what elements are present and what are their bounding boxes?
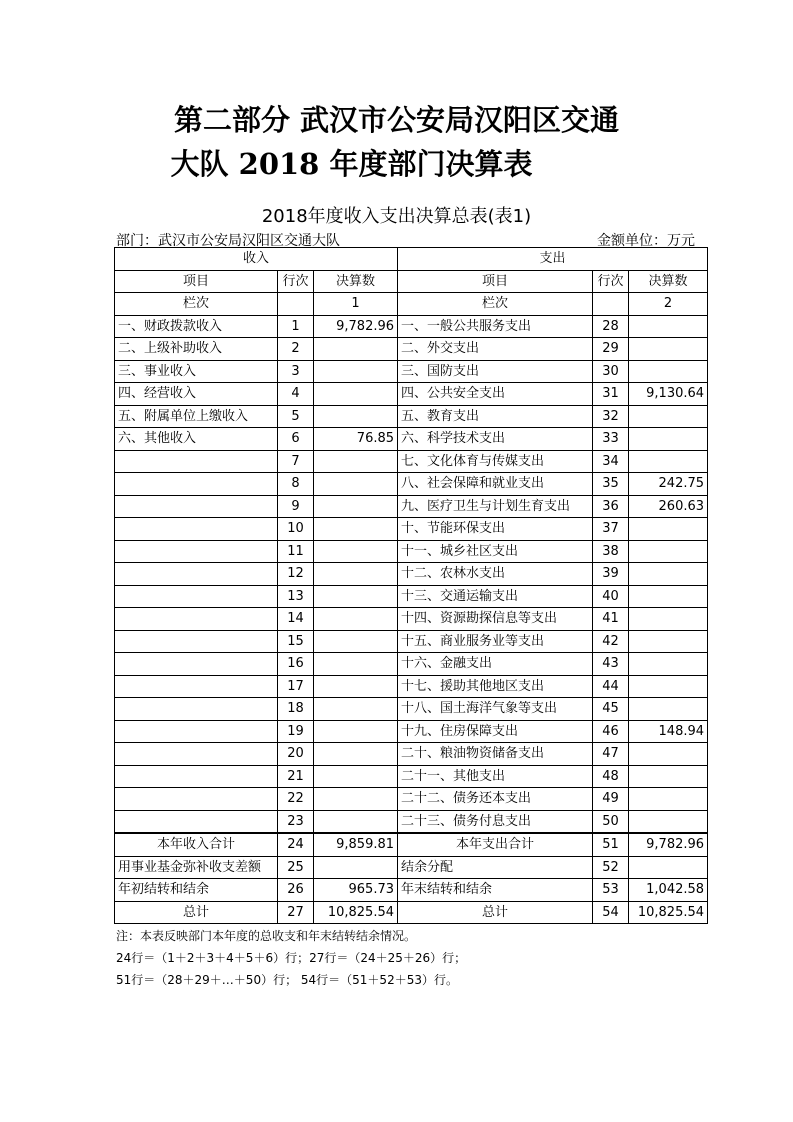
expense-amount-cell [629, 450, 708, 473]
table-row [115, 360, 708, 383]
note-line: 51行＝（28＋29＋…＋50）行； 54行＝（51＋52＋53）行。 [116, 973, 458, 987]
income-amount-cell [314, 810, 398, 833]
section-header-row [115, 248, 708, 271]
table-row [115, 810, 708, 833]
income-row-no-cell: 13 [278, 585, 314, 608]
income-amount-cell: 10,825.54 [314, 901, 398, 924]
expense-amount-cell [629, 675, 708, 698]
income-item-cell: 用事业基金弥补收支差额 [115, 856, 278, 879]
expense-amount-cell [629, 315, 708, 338]
expense-amount-cell [629, 788, 708, 811]
expense-row-no-header: 行次 [593, 270, 629, 293]
expense-amount-cell [629, 405, 708, 428]
expense-amount-cell [629, 540, 708, 563]
table-row [115, 675, 708, 698]
expense-row-no-cell: 38 [593, 540, 629, 563]
note-line: 注：本表反映部门本年度的总收支和年末结转结余情况。 [116, 929, 417, 943]
table-row [115, 495, 708, 518]
income-row-no-cell: 23 [278, 810, 314, 833]
income-row-no-cell: 20 [278, 743, 314, 766]
income-row-no-cell: 26 [278, 879, 314, 902]
unit-label: 金额单位：万元 [597, 233, 695, 249]
income-item-cell: 四、经营收入 [115, 383, 278, 406]
income-header: 收入 [115, 248, 398, 271]
expense-row-no-cell: 41 [593, 608, 629, 631]
expense-item-cell: 十二、农林水支出 [398, 563, 593, 586]
expense-row-no-cell: 49 [593, 788, 629, 811]
income-amount-cell: 9,782.96 [314, 315, 398, 338]
expense-row-no-cell: 40 [593, 585, 629, 608]
income-row-no-cell: 17 [278, 675, 314, 698]
expense-row-no-cell: 32 [593, 405, 629, 428]
expense-item-cell: 十一、城乡社区支出 [398, 540, 593, 563]
income-row-no-cell: 4 [278, 383, 314, 406]
expense-amount-cell: 148.94 [629, 720, 708, 743]
expense-item-cell: 十七、援助其他地区支出 [398, 675, 593, 698]
expense-amount-cell [629, 765, 708, 788]
expense-amount-cell: 242.75 [629, 473, 708, 496]
table-row [115, 653, 708, 676]
expense-row-no-cell: 47 [593, 743, 629, 766]
expense-row-no-cell: 53 [593, 879, 629, 902]
income-item-cell [115, 495, 278, 518]
income-amount-cell [314, 450, 398, 473]
table-row [115, 518, 708, 541]
income-amount-cell: 9,859.81 [314, 833, 398, 856]
table-row [115, 315, 708, 338]
income-row-no-cell: 10 [278, 518, 314, 541]
income-column-number: 1 [314, 293, 398, 316]
table-row [115, 338, 708, 361]
income-row-no-cell: 24 [278, 833, 314, 856]
expense-item-cell: 四、公共安全支出 [398, 383, 593, 406]
income-amount-cell [314, 608, 398, 631]
income-amount-cell [314, 675, 398, 698]
table-row [115, 473, 708, 496]
income-row-no-cell: 3 [278, 360, 314, 383]
income-item-cell: 三、事业收入 [115, 360, 278, 383]
expense-item-cell: 六、科学技术支出 [398, 428, 593, 451]
expense-item-cell: 总计 [398, 901, 593, 924]
expense-item-cell: 九、医疗卫生与计划生育支出 [398, 495, 593, 518]
income-item-cell [115, 765, 278, 788]
expense-item-cell: 五、教育支出 [398, 405, 593, 428]
income-item-cell [115, 608, 278, 631]
income-item-cell [115, 563, 278, 586]
income-amount-cell [314, 495, 398, 518]
expense-header: 支出 [398, 248, 708, 271]
income-amount-cell: 965.73 [314, 879, 398, 902]
income-row-no-cell: 15 [278, 630, 314, 653]
income-amount-cell [314, 383, 398, 406]
expense-amount-cell [629, 360, 708, 383]
table-row [115, 540, 708, 563]
table-row [115, 428, 708, 451]
expense-row-no-cell: 46 [593, 720, 629, 743]
table-row [115, 765, 708, 788]
expense-amount-cell: 9,130.64 [629, 383, 708, 406]
income-amount-cell [314, 338, 398, 361]
income-row-no-cell: 9 [278, 495, 314, 518]
income-row-no-cell: 16 [278, 653, 314, 676]
expense-amount-cell [629, 338, 708, 361]
income-item-cell [115, 720, 278, 743]
expense-row-no-cell: 29 [593, 338, 629, 361]
expense-item-cell: 八、社会保障和就业支出 [398, 473, 593, 496]
income-item-cell: 一、财政拨款收入 [115, 315, 278, 338]
income-amount-cell [314, 540, 398, 563]
income-amount-cell [314, 518, 398, 541]
income-amount-cell [314, 563, 398, 586]
income-amount-cell [314, 630, 398, 653]
income-item-cell [115, 810, 278, 833]
table-row [115, 698, 708, 721]
income-amount-cell [314, 698, 398, 721]
income-item-cell [115, 630, 278, 653]
table-row [115, 383, 708, 406]
income-item-header: 项目 [115, 270, 278, 293]
expense-amount-cell [629, 653, 708, 676]
income-item-cell [115, 675, 278, 698]
expense-row-no-cell: 39 [593, 563, 629, 586]
expense-row-no-cell: 30 [593, 360, 629, 383]
table-row [115, 879, 708, 902]
department-label: 部门：武汉市公安局汉阳区交通大队 [116, 233, 340, 249]
expense-row-no-cell: 36 [593, 495, 629, 518]
expense-row-no-cell: 28 [593, 315, 629, 338]
income-amount-cell [314, 653, 398, 676]
income-row-no-cell: 1 [278, 315, 314, 338]
expense-amount-cell [629, 743, 708, 766]
income-column-order: 栏次 [115, 293, 278, 316]
expense-column-order-no [593, 293, 629, 316]
expense-amount-cell [629, 608, 708, 631]
column-header-row [115, 270, 708, 293]
table-row [115, 608, 708, 631]
income-row-no-cell: 18 [278, 698, 314, 721]
expense-amount-cell [629, 428, 708, 451]
income-amount-cell [314, 360, 398, 383]
income-item-cell [115, 698, 278, 721]
expense-item-cell: 十八、国土海洋气象等支出 [398, 698, 593, 721]
expense-item-header: 项目 [398, 270, 593, 293]
expense-item-cell: 十五、商业服务业等支出 [398, 630, 593, 653]
expense-item-cell: 七、文化体育与传媒支出 [398, 450, 593, 473]
expense-amount-cell: 1,042.58 [629, 879, 708, 902]
income-item-cell: 年初结转和结余 [115, 879, 278, 902]
income-item-cell [115, 450, 278, 473]
notes [116, 925, 466, 991]
expense-row-no-cell: 45 [593, 698, 629, 721]
expense-column-number: 2 [629, 293, 708, 316]
expense-row-no-cell: 44 [593, 675, 629, 698]
table-row [115, 585, 708, 608]
income-row-no-cell: 11 [278, 540, 314, 563]
income-row-no-cell: 25 [278, 856, 314, 879]
income-amount-cell [314, 743, 398, 766]
expense-row-no-cell: 50 [593, 810, 629, 833]
expense-item-cell: 十九、住房保障支出 [398, 720, 593, 743]
expense-amount-cell [629, 698, 708, 721]
income-item-cell [115, 585, 278, 608]
expense-item-cell: 结余分配 [398, 856, 593, 879]
income-amount-cell [314, 856, 398, 879]
table-row [115, 450, 708, 473]
expense-item-cell: 年末结转和结余 [398, 879, 593, 902]
income-item-cell [115, 518, 278, 541]
page-title-line1: 第二部分 武汉市公安局汉阳区交通 [173, 103, 620, 137]
income-amount-cell: 76.85 [314, 428, 398, 451]
income-item-cell [115, 788, 278, 811]
income-amount-cell [314, 473, 398, 496]
budget-table [114, 247, 708, 924]
expense-amount-cell [629, 810, 708, 833]
expense-amount-cell: 260.63 [629, 495, 708, 518]
expense-item-cell: 二十一、其他支出 [398, 765, 593, 788]
expense-item-cell: 三、国防支出 [398, 360, 593, 383]
expense-item-cell: 二十二、债务还本支出 [398, 788, 593, 811]
income-row-no-cell: 8 [278, 473, 314, 496]
expense-item-cell: 二十三、债务付息支出 [398, 810, 593, 833]
income-row-no-header: 行次 [278, 270, 314, 293]
page-title-line2: 大队 2018 年度部门决算表 [170, 147, 533, 181]
income-row-no-cell: 2 [278, 338, 314, 361]
income-amount-cell [314, 765, 398, 788]
table-row [115, 901, 708, 924]
expense-amount-cell [629, 856, 708, 879]
expense-item-cell: 本年支出合计 [398, 833, 593, 856]
expense-amount-cell [629, 518, 708, 541]
income-amount-cell [314, 405, 398, 428]
expense-item-cell: 十四、资源勘探信息等支出 [398, 608, 593, 631]
expense-amount-cell: 9,782.96 [629, 833, 708, 856]
expense-row-no-cell: 42 [593, 630, 629, 653]
table-row [115, 630, 708, 653]
income-item-cell: 六、其他收入 [115, 428, 278, 451]
note-line: 24行＝（1＋2＋3＋4＋5＋6）行；27行＝（24＋25＋26）行； [116, 951, 467, 965]
income-row-no-cell: 22 [278, 788, 314, 811]
income-row-no-cell: 14 [278, 608, 314, 631]
expense-item-cell: 十、节能环保支出 [398, 518, 593, 541]
income-amount-cell [314, 585, 398, 608]
table-row [115, 833, 708, 856]
table-row [115, 856, 708, 879]
income-amount-header: 决算数 [314, 270, 398, 293]
expense-row-no-cell: 33 [593, 428, 629, 451]
income-row-no-cell: 5 [278, 405, 314, 428]
income-column-order-no [278, 293, 314, 316]
table-row [115, 405, 708, 428]
income-item-cell [115, 473, 278, 496]
income-item-cell: 本年收入合计 [115, 833, 278, 856]
expense-amount-header: 决算数 [629, 270, 708, 293]
expense-row-no-cell: 37 [593, 518, 629, 541]
expense-item-cell: 十六、金融支出 [398, 653, 593, 676]
expense-row-no-cell: 43 [593, 653, 629, 676]
income-item-cell [115, 540, 278, 563]
table-subtitle: 2018年度收入支出决算总表(表1) [261, 206, 532, 227]
expense-column-order: 栏次 [398, 293, 593, 316]
income-amount-cell [314, 788, 398, 811]
column-order-row [115, 293, 708, 316]
expense-amount-cell [629, 585, 708, 608]
income-amount-cell [314, 720, 398, 743]
expense-amount-cell [629, 563, 708, 586]
table-row [115, 788, 708, 811]
income-row-no-cell: 19 [278, 720, 314, 743]
income-item-cell [115, 653, 278, 676]
table-row [115, 563, 708, 586]
expense-row-no-cell: 54 [593, 901, 629, 924]
expense-row-no-cell: 34 [593, 450, 629, 473]
income-row-no-cell: 7 [278, 450, 314, 473]
expense-item-cell: 二、外交支出 [398, 338, 593, 361]
income-row-no-cell: 27 [278, 901, 314, 924]
expense-amount-cell: 10,825.54 [629, 901, 708, 924]
expense-item-cell: 二十、粮油物资储备支出 [398, 743, 593, 766]
expense-amount-cell [629, 630, 708, 653]
table-row [115, 720, 708, 743]
expense-row-no-cell: 31 [593, 383, 629, 406]
expense-row-no-cell: 52 [593, 856, 629, 879]
income-row-no-cell: 6 [278, 428, 314, 451]
expense-row-no-cell: 48 [593, 765, 629, 788]
expense-row-no-cell: 35 [593, 473, 629, 496]
income-row-no-cell: 21 [278, 765, 314, 788]
expense-item-cell: 一、一般公共服务支出 [398, 315, 593, 338]
income-item-cell: 二、上级补助收入 [115, 338, 278, 361]
income-item-cell: 五、附属单位上缴收入 [115, 405, 278, 428]
expense-item-cell: 十三、交通运输支出 [398, 585, 593, 608]
expense-row-no-cell: 51 [593, 833, 629, 856]
income-row-no-cell: 12 [278, 563, 314, 586]
income-item-cell: 总计 [115, 901, 278, 924]
table-row [115, 743, 708, 766]
income-item-cell [115, 743, 278, 766]
